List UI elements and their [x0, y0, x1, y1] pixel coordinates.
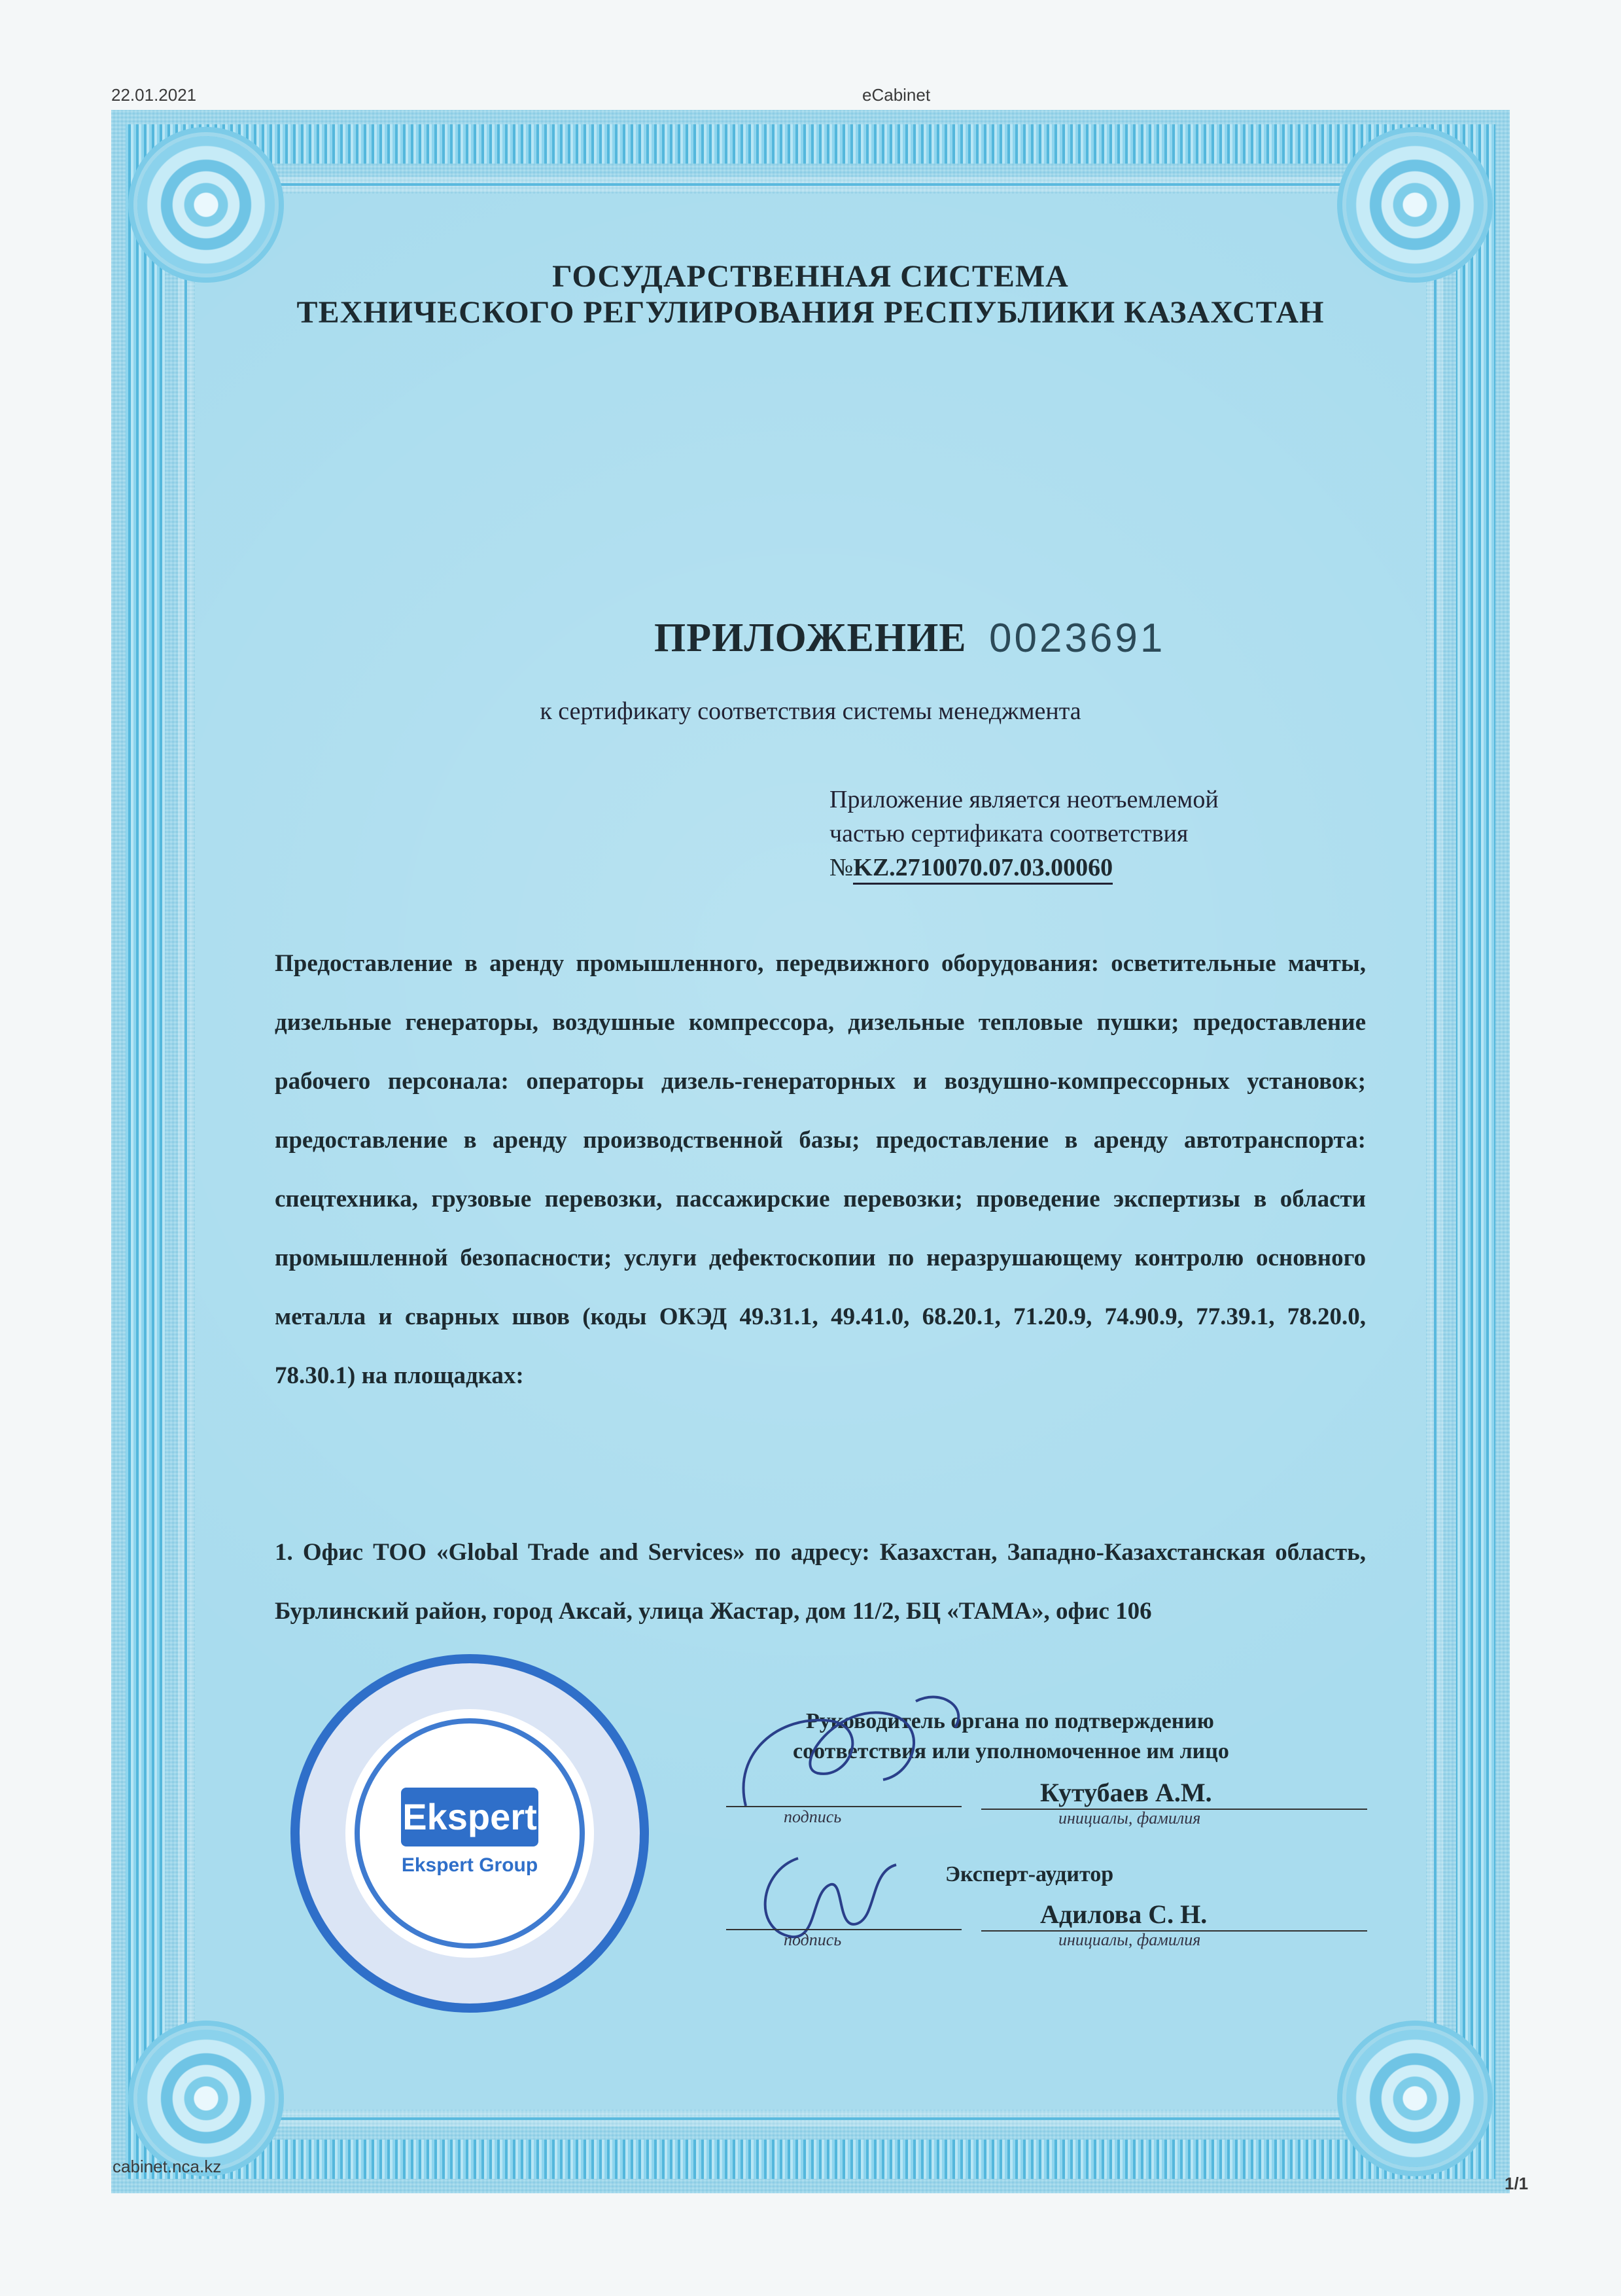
name-caption: инициалы, фамилия: [1058, 1930, 1201, 1949]
head-name: Кутубаев А.М.: [1040, 1778, 1212, 1807]
head-signature-line: [726, 1806, 962, 1807]
head-role-line: соответствия или уполномоченное им лицо: [793, 1739, 1229, 1763]
head-role-line: Руководитель органа по подтверждению: [806, 1709, 1214, 1733]
appendix-note: частью сертификата соответствия: [829, 820, 1189, 847]
expert-name: Адилова С. Н.: [1040, 1899, 1208, 1929]
number-sign: №: [829, 854, 854, 881]
appendix-title: ПРИЛОЖЕНИЕ: [654, 616, 967, 660]
page-indicator: 1/1: [1505, 2174, 1529, 2193]
head-signature: [720, 1675, 981, 1839]
signature-caption: подпись: [784, 1807, 842, 1826]
certificate-number: KZ.2710070.07.03.00060: [853, 854, 1113, 885]
name-caption: инициалы, фамилия: [1058, 1809, 1201, 1828]
appendix-note: Приложение является неотъемлемой: [829, 786, 1219, 813]
site-url: cabinet.nca.kz: [113, 2157, 222, 2176]
certificate-number-line: [829, 853, 1113, 882]
app-title: eCabinet: [862, 85, 931, 105]
rosette-icon: [1346, 2030, 1484, 2167]
seal-logo: Ekspert: [401, 1788, 538, 1846]
scope-paragraph: Предоставление в аренду промышленного, передвижного оборудования: осветительные мачты, дизельные генераторы, воздушные компрессора, дизельные тепловые пушки; предоставление рабочего персонала: операторы дизель-генераторных и воздушно-компрессорных установок; предоставление в аренду производственной базы; предоставление в аренду автотранспорта: спецтехника, грузовые перевозки, пассажирские перевозки; проведение экспертизы в области промышленной безопасности; услуги дефектоскопии по неразрушающему контролю основного металла и сварных швов (коды ОКЭД 49.31.1, 49.41.0, 68.20.1, 71.20.9, 74.90.9, 77.39.1, 78.20.0, 78.30.1) на площадках:: [275, 950, 1366, 1389]
appendix-number: 0023691: [989, 616, 1166, 661]
scope-of-certification: [275, 934, 1366, 1405]
address-paragraph: 1. Офис ТОО «Global Trade and Services» по адресу: Казахстан, Западно-Казахстанская область, Бурлинский район, город Аксай, улица Жастар, дом 11/2, БЦ «ТАМА», офис 106: [275, 1539, 1366, 1625]
expert-signature-line: [726, 1929, 962, 1930]
rosette-icon: [1346, 136, 1484, 274]
print-date: 22.01.2021: [111, 85, 197, 105]
company-seal: [290, 1654, 649, 2013]
expert-role: Эксперт-аудитор: [945, 1862, 1114, 1886]
header-line: ТЕХНИЧЕСКОГО РЕГУЛИРОВАНИЯ РЕСПУБЛИКИ КАЗАХСТАН: [296, 295, 1325, 330]
header-line: ГОСУДАРСТВЕННАЯ СИСТЕМА: [552, 259, 1069, 294]
signature-caption: подпись: [784, 1930, 842, 1949]
site-address: [275, 1523, 1366, 1641]
rosette-icon: [137, 2030, 275, 2167]
rosette-icon: [137, 136, 275, 274]
seal-brand: Ekspert Group: [401, 1854, 538, 1876]
appendix-subtitle: к сертификату соответствия системы менеджмента: [540, 698, 1081, 725]
